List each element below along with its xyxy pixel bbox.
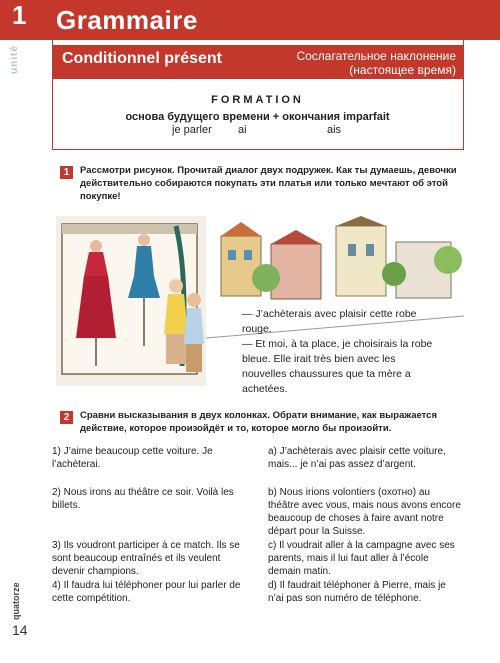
left-item-2: 2) Nous irons au théâtre ce soir. Voilà les billets.: [52, 487, 234, 511]
grammar-topic-ru: Сослагательное наклонение (настоящее время): [296, 49, 456, 77]
dialog-line-1: — J’achèterais avec plaisir cette robe rouge.: [242, 308, 417, 335]
left-item-3: 3) Ils voudront participer à ce match. Ils se sont beaucoup entraînés et ils veulent devenir champions.: [52, 540, 240, 577]
example-stem: je parler: [172, 124, 212, 136]
dialog-text: [242, 307, 440, 397]
left-item-1: 1) J’aime beaucoup cette voiture. Je l’achèterai.: [52, 446, 213, 470]
unit-side-label: unité: [9, 45, 20, 74]
formation-formula: основа будущего времени + окончания imparfait: [125, 111, 390, 123]
page-number: 14: [12, 622, 28, 638]
task-2-instruction: Сравни высказывания в двух колонках. Обрати внимание, как выражается действие, которое произойдёт и то, которое могло бы произойти.: [80, 410, 438, 434]
right-item-a: a) J’achèterais avec plaisir cette voiture, mais... je n’ai pas assez d’argent.: [268, 446, 446, 470]
unit-number: 1: [12, 0, 27, 30]
page-word: quatorze: [11, 582, 21, 620]
dialog-line-2: — Et moi, à ta place, je choisirais la robe bleue. Elle irait très bien avec les nouvelles chaussures que ta mère a achetées.: [242, 338, 433, 395]
formation-heading: FORMATION: [211, 94, 304, 106]
grammar-topic-fr: Conditionnel présent: [62, 50, 222, 67]
task-number-2: 2: [60, 411, 73, 424]
section-title: Grammaire: [56, 5, 198, 35]
right-item-b: b) Nous irions volontiers (охотно) au théâtre avec vous, mais nous avons encore beaucoup de choses à faire avant notre départ pour la Suisse.: [268, 487, 461, 537]
task-number-1: 1: [60, 166, 73, 179]
right-item-c: c) Il voudrait aller à la campagne avec ses parents, mais il lui faut aller à l’école demain matin.: [268, 540, 455, 577]
task-1-instruction: Рассмотри рисунок. Прочитай диалог двух подружек. Как ты думаешь, девочки действительно собираются покупать эти платья или только мечтают об этой покупке!: [80, 165, 457, 202]
right-item-d: d) Il faudrait téléphoner à Pierre, mais je n’ai pas son numéro de téléphone.: [268, 580, 446, 604]
left-item-4: 4) Il faudra lui téléphoner pour lui parler de cette compétition.: [52, 580, 241, 604]
example-ending-ais: ais: [327, 124, 342, 136]
example-ending-ai: ai: [238, 124, 247, 136]
